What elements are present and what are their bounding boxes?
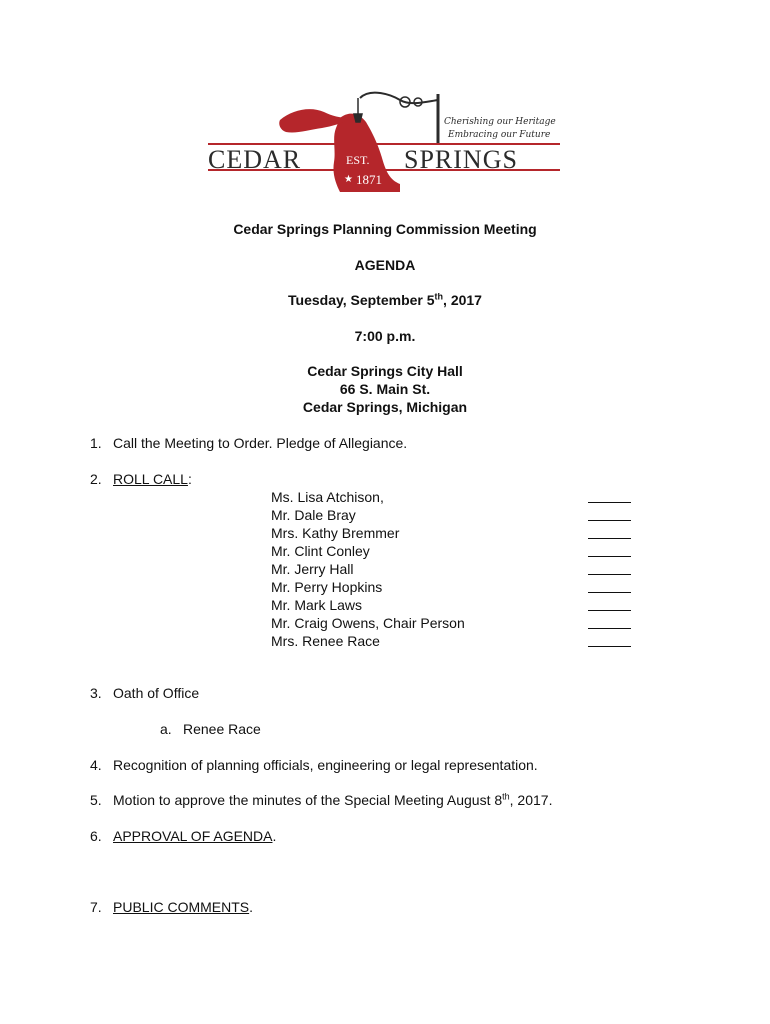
roll-call-member: Mr. Mark Laws [271, 597, 363, 613]
logo-star-icon: ★ [344, 174, 353, 185]
roll-call-member: Mr. Perry Hopkins [271, 579, 383, 595]
agenda-item-3: 3. Oath of Office [90, 685, 200, 701]
logo-word-cedar: CEDAR [208, 145, 302, 174]
meeting-title: Cedar Springs Planning Commission Meeting [233, 221, 537, 237]
meeting-time: 7:00 p.m. [354, 328, 416, 344]
roll-call-member: Mr. Clint Conley [271, 543, 370, 559]
attendance-blank[interactable] [588, 520, 631, 521]
logo-est: EST. [346, 153, 370, 167]
meeting-date: Tuesday, September 5th, 2017 [288, 291, 482, 308]
agenda-item-1: 1. Call the Meeting to Order. Pledge of Allegiance. [90, 435, 408, 451]
agenda-item-6: 6. APPROVAL OF AGENDA. [90, 828, 277, 844]
attendance-blank[interactable] [588, 502, 631, 503]
agenda-subitem-a: a. Renee Race [160, 721, 261, 737]
agenda-item-4: 4. Recognition of planning officials, engineering or legal representation. [90, 757, 538, 773]
location-line-2: 66 S. Main St. [339, 381, 431, 397]
attendance-blank[interactable] [588, 610, 631, 611]
agenda-item-7: 7. PUBLIC COMMENTS. [90, 899, 254, 915]
logo-tagline-1: Cherishing our Heritage [444, 117, 556, 127]
attendance-blank[interactable] [588, 646, 631, 647]
agenda-item-2: 2. ROLL CALL: [90, 471, 192, 487]
roll-call-member: Mr. Craig Owens, Chair Person [271, 615, 465, 631]
roll-call-member: Ms. Lisa Atchison, [271, 489, 384, 505]
roll-call-member: Mr. Jerry Hall [271, 561, 354, 577]
attendance-blank[interactable] [588, 556, 631, 557]
attendance-blank[interactable] [588, 628, 631, 629]
logo-year: 1871 [356, 172, 382, 187]
logo-word-springs: SPRINGS [404, 145, 518, 174]
roll-call-member: Mrs. Renee Race [271, 633, 380, 649]
attendance-blank[interactable] [588, 538, 631, 539]
location-line-3: Cedar Springs, Michigan [302, 399, 468, 415]
attendance-blank[interactable] [588, 592, 631, 593]
logo-tagline-2: Embracing our Future [448, 130, 551, 140]
agenda-item-5: 5. Motion to approve the minutes of the Special Meeting August 8th, 2017. [90, 791, 553, 808]
agenda-heading: AGENDA [354, 257, 416, 273]
cedar-springs-logo [200, 88, 570, 198]
roll-call-member: Mr. Dale Bray [271, 507, 356, 523]
attendance-blank[interactable] [588, 574, 631, 575]
location-line-1: Cedar Springs City Hall [307, 363, 463, 379]
roll-call-member: Mrs. Kathy Bremmer [271, 525, 400, 541]
